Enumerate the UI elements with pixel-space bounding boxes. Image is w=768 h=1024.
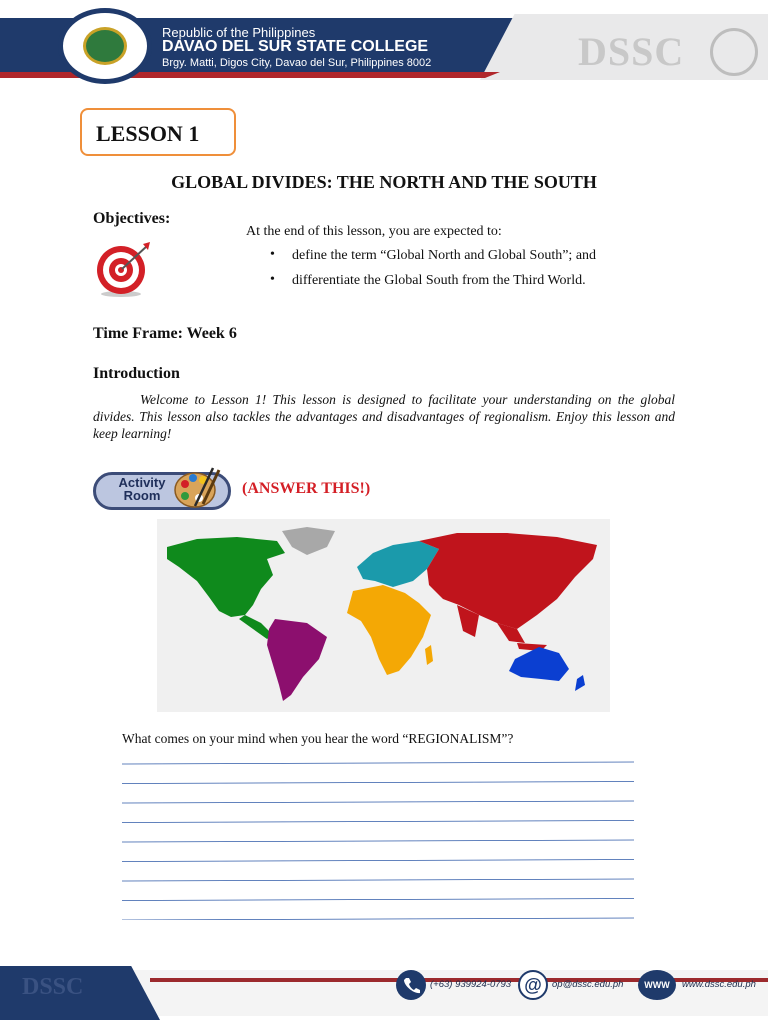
- answer-line[interactable]: [122, 801, 634, 803]
- lesson-title: GLOBAL DIVIDES: THE NORTH AND THE SOUTH: [171, 172, 597, 192]
- dssc-watermark-logo: DSSC: [578, 29, 685, 74]
- activity-badge-text: [103, 476, 181, 502]
- introduction-paragraph: Welcome to Lesson 1! This lesson is designed to facilitate your understanding on the global divides. This lesson also tackles the advantages and disadvantages of regionalism. Enjoy this lesson and keep learning!: [93, 392, 675, 441]
- introduction-heading: Introduction: [93, 365, 180, 382]
- answer-line[interactable]: [122, 782, 634, 784]
- footer-phone: (+63) 939924-0793: [430, 979, 512, 990]
- reflection-question: What comes on your mind when you hear the word “REGIONALISM”?: [122, 731, 514, 746]
- answer-line[interactable]: [122, 899, 634, 901]
- email-icon: @: [518, 970, 548, 1000]
- answer-line[interactable]: [122, 860, 634, 862]
- objectives-list: [270, 248, 596, 298]
- activity-badge-line1: Activity: [118, 475, 166, 490]
- target-icon: [95, 242, 151, 298]
- web-icon: WWW: [638, 970, 676, 1000]
- activity-badge-line2: Room: [123, 488, 161, 503]
- college-address: Brgy. Matti, Digos City, Davao del Sur, Philippines 8002: [162, 57, 432, 69]
- answer-lines[interactable]: [122, 760, 634, 920]
- answer-line[interactable]: [122, 840, 634, 842]
- page-header: [0, 0, 768, 90]
- footer-website: www.dssc.edu.ph: [682, 979, 756, 990]
- answer-line[interactable]: [122, 879, 634, 881]
- objective-item: • differentiate the Global South from the Third World.: [270, 273, 596, 289]
- footer-email: op@dssc.edu.ph: [552, 979, 624, 990]
- seal-emblem: [83, 27, 127, 65]
- answer-this-label: (ANSWER THIS!): [242, 480, 371, 497]
- secondary-seal-icon: [710, 28, 758, 76]
- paint-palette-icon: [173, 464, 221, 510]
- lesson-label-box: LESSON 1: [80, 108, 236, 156]
- time-frame: Time Frame: Week 6: [93, 325, 237, 342]
- world-map-image: [157, 519, 610, 712]
- footer-dssc-logo: DSSC: [22, 974, 84, 1000]
- answer-line[interactable]: [122, 918, 634, 920]
- activity-room-badge: [93, 468, 233, 512]
- page-footer: [0, 962, 768, 1024]
- republic-text: Republic of the Philippines: [162, 25, 316, 40]
- phone-icon: [396, 970, 426, 1000]
- college-seal-logo: [58, 8, 152, 84]
- objectives-heading: Objectives:: [93, 210, 171, 227]
- objective-item: • define the term “Global North and Global South”; and: [270, 248, 596, 264]
- answer-line[interactable]: [122, 821, 634, 823]
- objectives-intro: At the end of this lesson, you are expected to:: [246, 224, 502, 239]
- answer-line[interactable]: [122, 762, 634, 764]
- college-name: DAVAO DEL SUR STATE COLLEGE: [162, 38, 429, 55]
